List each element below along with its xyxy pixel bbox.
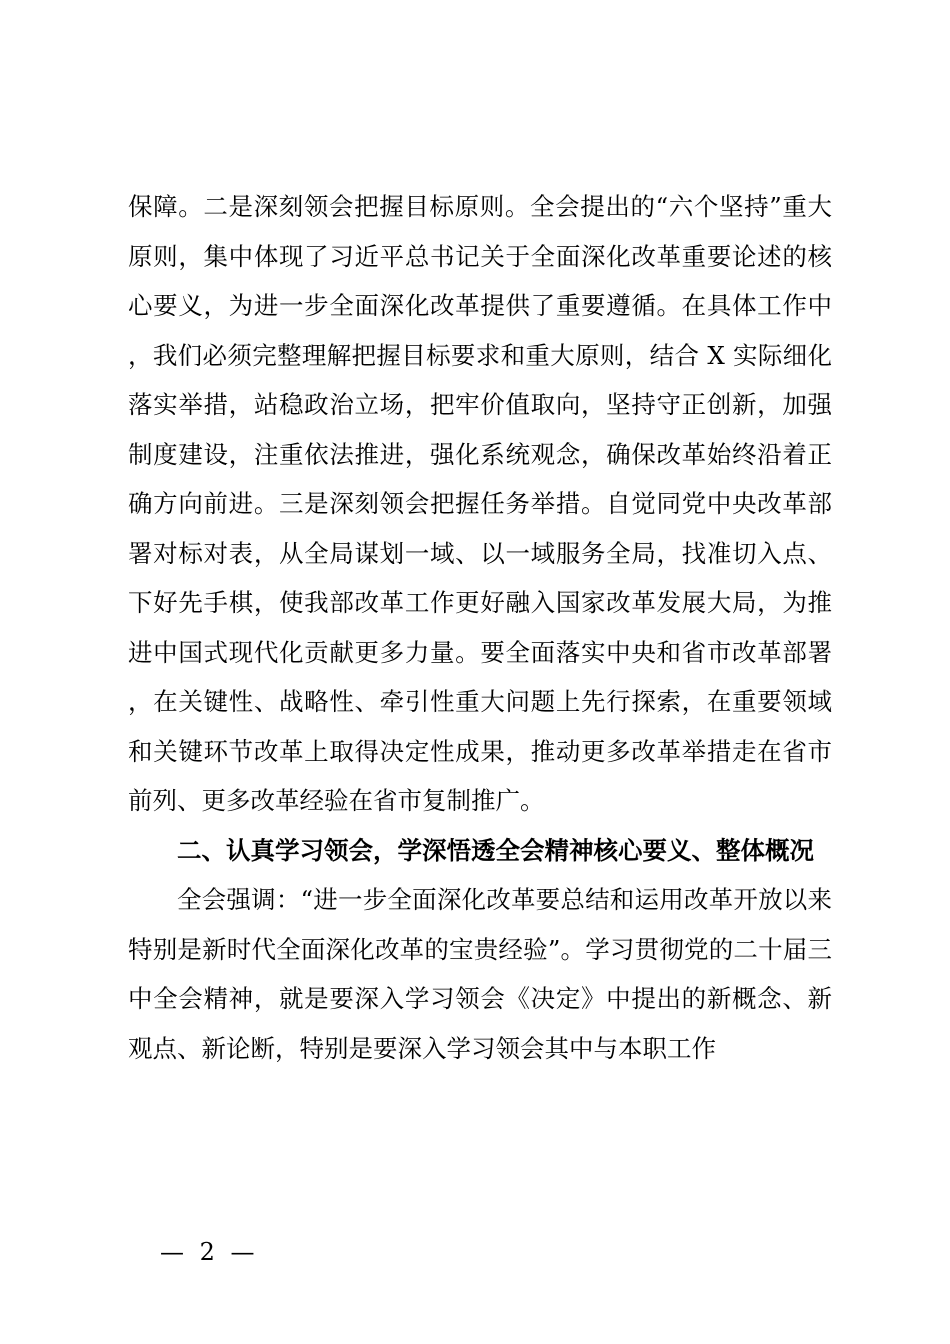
paragraph-body: 全会强调：“进一步全面深化改革要总结和运用改革开放以来特别是新时代全面深化改革的宝贵经验”。学习贯彻党的二十届三中全会精神，就是要深入学习领会《决定》中提出的新概念、新观点、新论断，特别是要深入学习领会其中与本职工作: [128, 885, 832, 1063]
section-heading: 二、认真学习领会，学深悟透全会精神核心要义、整体概况: [177, 835, 814, 865]
document-body: [128, 182, 832, 1073]
paragraph-continuation: 保障。二是深刻领会把握目标原则。全会提出的“六个坚持”重大原则，集中体现了习近平总书记关于全面深化改革重要论述的核心要义，为进一步全面深化改革提供了重要遵循。在具体工作中，我们必须完整理解把握目标要求和重大原则，结合 X 实际细化落实举措，站稳政治立场，把牢价值取向，坚持守正创新，加强制度建设，注重依法推进，强化系统观念，确保改革始终沿着正确方向前进。三是深刻领会把握任务举措。自觉同党中央改革部署对标对表，从全局谋划一域、以一域服务全局，找准切入点、下好先手棋，使我部改革工作更好融入国家改革发展大局，为推进中国式现代化贡献更多力量。要全面落实中央和省市改革部署，在关键性、战略性、牵引性重大问题上先行探索，在重要领域和关键环节改革上取得决定性成果，推动更多改革举措走在省市前列、更多改革经验在省市复制推广。: [128, 192, 832, 815]
page-number: — 2 —: [160, 1238, 259, 1266]
